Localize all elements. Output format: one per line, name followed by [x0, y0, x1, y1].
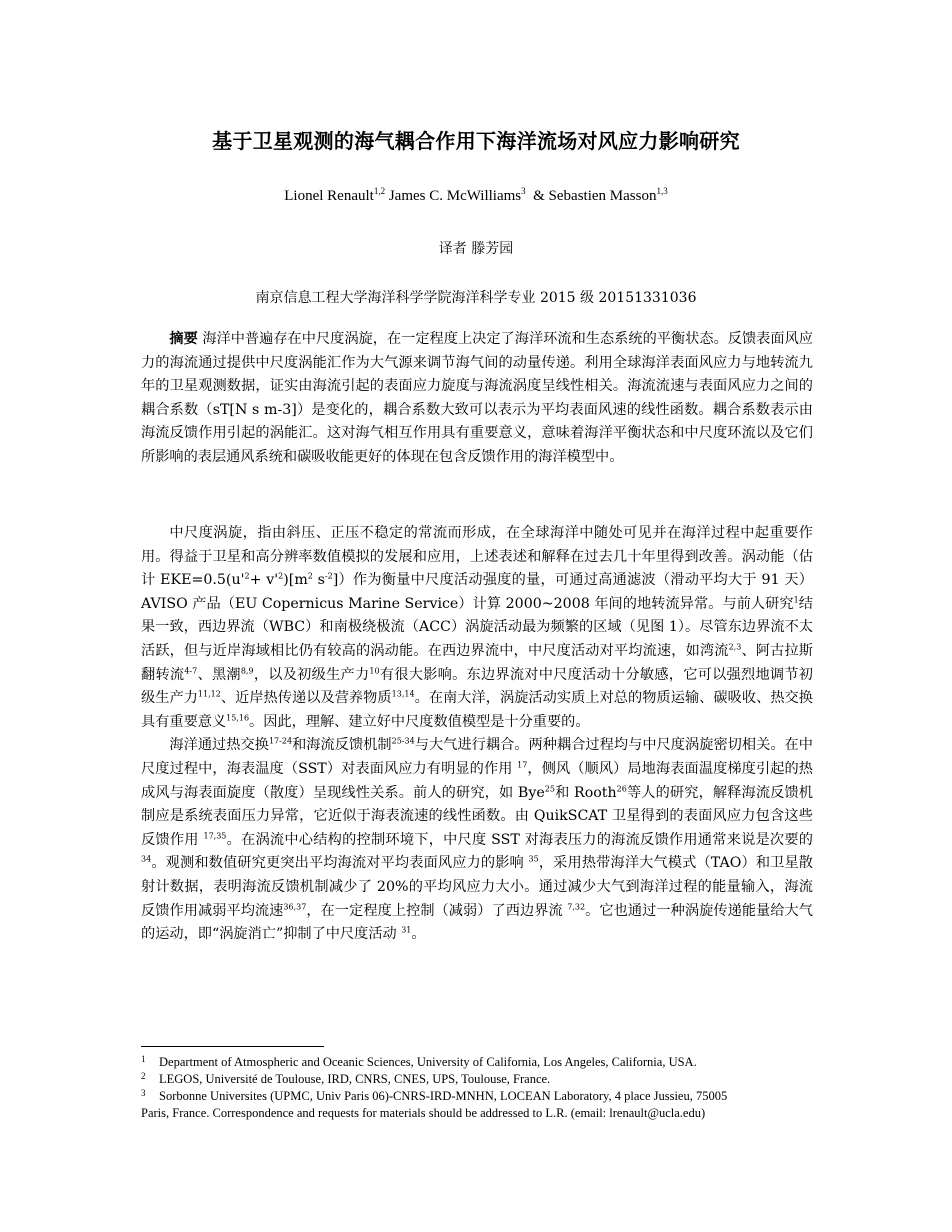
main-body: [141, 522, 813, 947]
author-1: Lionel Renault: [284, 188, 374, 204]
footnote-3: 3 Sorbonne Universites (UPMC, Univ Paris 06)-CNRS-IRD-MNHN, LOCEAN Laboratory, 4 place Jussieu, 75005: [141, 1088, 728, 1103]
footnote-3-continued: Paris, France. Correspondence and requests for materials should be addressed to L.R. (email: lrenault@ucla.edu): [141, 1106, 706, 1120]
paragraph-1: 中尺度涡旋，指由斜压、正压不稳定的常流而形成，在全球海洋中随处可见并在海洋过程中起重要作用。得益于卫星和高分辨率数值模拟的发展和应用，上述表述和解释在过去几十年里得到改善。涡动能（估计 $EKE=0.5(u'^2+ v'^2)[m^2$ $s^{-2}$]）作为衡量中尺度活动强度的量，可通过高通滤波（滑动平均大于 91 天）AVISO 产品（EU Copernicus Marine Service）计算 2000~2008 年间的地转流异常。与前人研究$^1$结果一致，西边界流（WBC）和南极绕极流（ACC）涡旋活动最为频繁的区域（见图 1）。尽管东边界流不太活跃，但与近岸海域相比仍有较高的涡动能。在西边界流中，中尺度活动对平均流速，如湾流$^{2,3}$、阿古拉斯翻转流$^{4-7}$、黑潮$^{8,9}$，以及初级生产力$^{10}$有很大影响。东边界流对中尺度活动十分敏感，它可以强烈地调节初级生产力$^{11,12}$、近岸热传递以及营养物质$^{13,14}$。在南大洋，涡旋活动实质上对总的物质运输、碳吸收、热交换具有重要意义$^{15,16}$。因此，理解、建立好中尺度数值模型是十分重要的。: [141, 525, 813, 730]
author-3: & Sebastien Masson: [533, 188, 657, 204]
author-3-affil: 1,3: [656, 186, 668, 196]
abstract: [141, 328, 813, 470]
paragraph-2: 海洋通过热交换$^{17-24}$和海流反馈机制$^{25-34}$与大气进行耦合。两种耦合过程均与中尺度涡旋密切相关。在中尺度过程中，海表温度（SST）对表面风应力有明显的作用 $^{17}$，侧风（顺风）局地海表面温度梯度引起的热成风与海表面旋度（散度）呈现线性关系。前人的研究，如 Bye$^{25}$和 Rooth$^{26}$等人的研究，解释海流反馈机制应是系统表面压力异常，它近似于海表流速的线性函数。由 QuikSCAT 卫星得到的表面风应力包含这些反馈作用 $^{17,35}$。在涡流中心结构的控制环境下，中尺度 SST 对海表压力的海流反馈作用通常来说是次要的 $^{34}$。观测和数值研究更突出平均海流对平均表面风应力的影响 $^{35}$，采用热带海洋大气模式（TAO）和卫星散射计数据，表明海流反馈机制减少了 20%的平均风应力大小。通过减少大气到海洋过程的能量输入，海流反馈作用减弱平均流速$^{36,37}$，在一定程度上控制（减弱）了西边界流 $^{7,32}$。它也通过一种涡旋传递能量给大气的运动，即“涡旋消亡”抑制了中尺度活动 $^{31}$。: [141, 736, 813, 943]
abstract-text: 海洋中普遍存在中尺度涡旋，在一定程度上决定了海洋环流和生态系统的平衡状态。反馈表面风应力的海流通过提供中尺度涡能汇作为大气源来调节海气间的动量传递。利用全球海洋表面风应力与地转流九年的卫星观测数据，证实由海流引起的表面应力旋度与海流涡度呈线性相关。海流流速与表面风应力之间的耦合系数（sT[N s m-3]）是变化的，耦合系数大致可以表示为平均表面风速的线性函数。耦合系数表示由海流反馈作用引起的涡能汇。这对海气相互作用具有重要意义，意味着海洋平衡状态和中尺度环流以及它们所影响的表层通风系统和碳吸收能更好的体现在包含反馈作用的海洋模型中。: [141, 331, 813, 465]
author-1-affil: 1,2: [373, 186, 386, 196]
translator-line: 译者 滕芳园: [438, 241, 514, 257]
author-line: [0, 188, 952, 205]
footnote-2: 2 LEGOS, Université de Toulouse, IRD, CNRS, CNES, UPS, Toulouse, France.: [141, 1071, 551, 1086]
translator-affiliation: 南京信息工程大学海洋科学学院海洋科学专业 2015 级 20151331036: [255, 290, 697, 306]
author-2: James C. McWilliams: [388, 188, 522, 204]
footnotes: [141, 1054, 821, 1122]
paper-title: 基于卫星观测的海气耦合作用下海洋流场对风应力影响研究: [212, 129, 740, 153]
footnote-1: 1 Department of Atmospheric and Oceanic Sciences, University of California, Los Angeles, California, USA.: [141, 1054, 697, 1069]
abstract-label: 摘要: [169, 331, 198, 347]
footnote-divider: [141, 1046, 324, 1047]
author-2-affil: 3: [521, 186, 526, 196]
